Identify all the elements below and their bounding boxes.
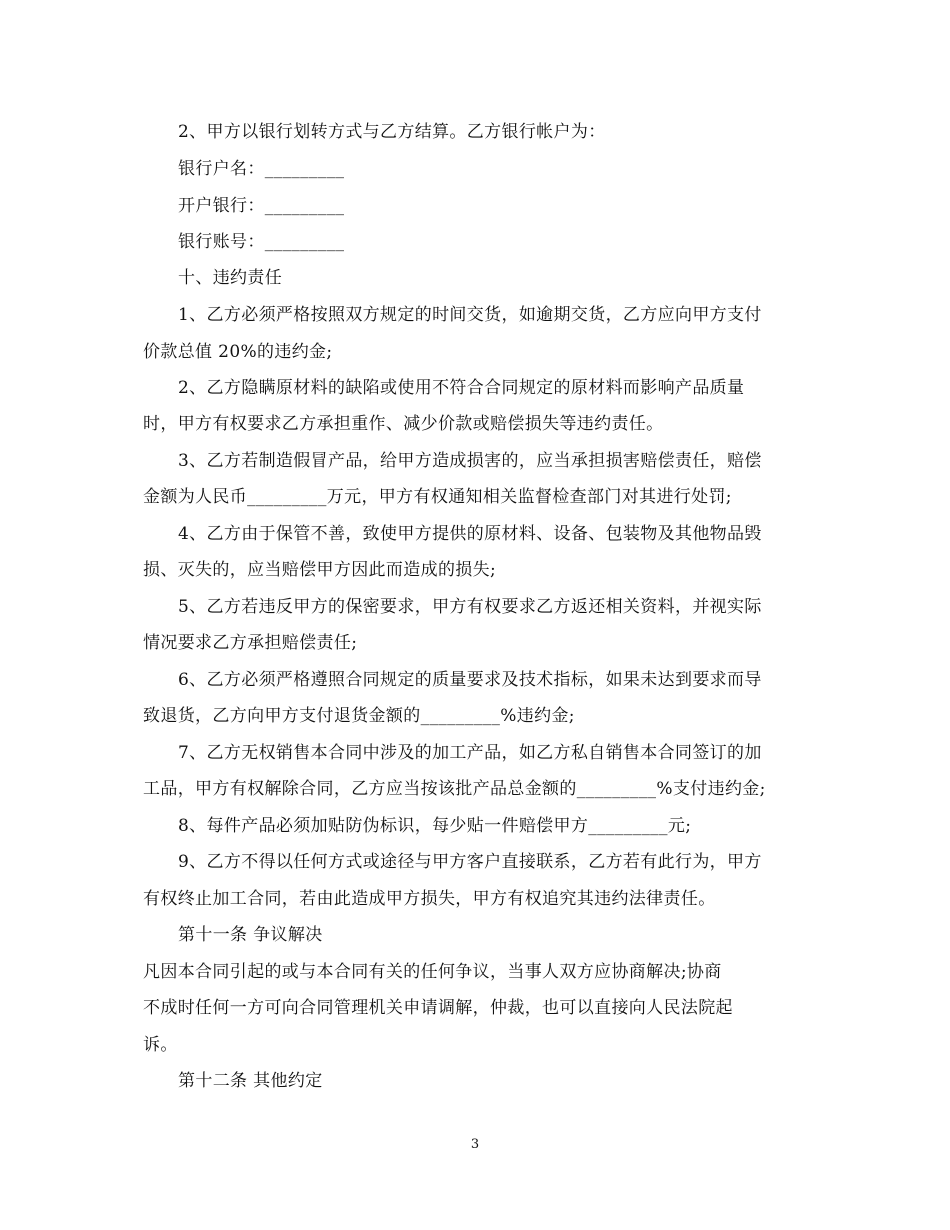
text-line: 2、乙方隐瞒原材料的缺陷或使用不符合合同规定的原材料而影响产品质量 — [178, 378, 745, 398]
text-line: 银行户名：_________ — [178, 159, 345, 179]
text-line: 致退货，乙方向甲方支付退货金额的_________%违约金; — [143, 706, 575, 726]
text-line: 4、乙方由于保管不善，致使甲方提供的原材料、设备、包装物及其他物品毁 — [178, 524, 762, 544]
text-line: 不成时任何一方可向合同管理机关申请调解，仲裁，也可以直接向人民法院起 — [143, 998, 733, 1018]
text-line: 6、乙方必须严格遵照合同规定的质量要求及技术指标，如果未达到要求而导 — [178, 670, 762, 690]
text-line: 损、灭失的，应当赔偿甲方因此而造成的损失; — [143, 560, 497, 580]
text-line: 9、乙方不得以任何方式或途径与甲方客户直接联系，乙方若有此行为，甲方 — [178, 852, 762, 872]
text-line: 5、乙方若违反甲方的保密要求，甲方有权要求乙方返还相关资料，并视实际 — [178, 597, 762, 617]
text-line: 情况要求乙方承担赔偿责任; — [143, 633, 358, 653]
text-line: 工品，甲方有权解除合同，乙方应当按该批产品总金额的_________%支付违约金; — [143, 779, 766, 799]
text-line: 有权终止加工合同，若由此造成甲方损失，甲方有权追究其违约法律责任。 — [143, 889, 716, 909]
text-line: 7、乙方无权销售本合同中涉及的加工产品，如乙方私自销售本合同签订的加 — [178, 743, 762, 763]
text-line: 凡因本合同引起的或与本合同有关的任何争议，当事人双方应协商解决;协商 — [143, 962, 722, 982]
text-line: 价款总值 20%的违约金; — [143, 342, 333, 362]
section-heading: 第十二条 其他约定 — [178, 1071, 323, 1091]
text-line: 银行账号：_________ — [178, 232, 345, 252]
text-line: 3、乙方若制造假冒产品，给甲方造成损害的，应当承担损害赔偿责任，赔偿 — [178, 451, 762, 471]
text-line: 诉。 — [143, 1035, 178, 1055]
section-heading: 十、违约责任 — [178, 268, 283, 288]
text-line: 开户银行：_________ — [178, 196, 345, 216]
text-line: 金额为人民币_________万元，甲方有权通知相关监督检查部门对其进行处罚; — [143, 487, 732, 507]
section-heading: 第十一条 争议解决 — [178, 925, 323, 945]
text-line: 8、每件产品必须加贴防伪标识，每少贴一件赔偿甲方_________元; — [178, 816, 692, 836]
text-line: 2、甲方以银行划转方式与乙方结算。乙方银行帐户为： — [178, 122, 606, 142]
text-line: 时，甲方有权要求乙方承担重作、减少价款或赔偿损失等违约责任。 — [143, 414, 664, 434]
page-number: 3 — [470, 1137, 480, 1152]
text-line: 1、乙方必须严格按照双方规定的时间交货，如逾期交货，乙方应向甲方支付 — [178, 305, 762, 325]
